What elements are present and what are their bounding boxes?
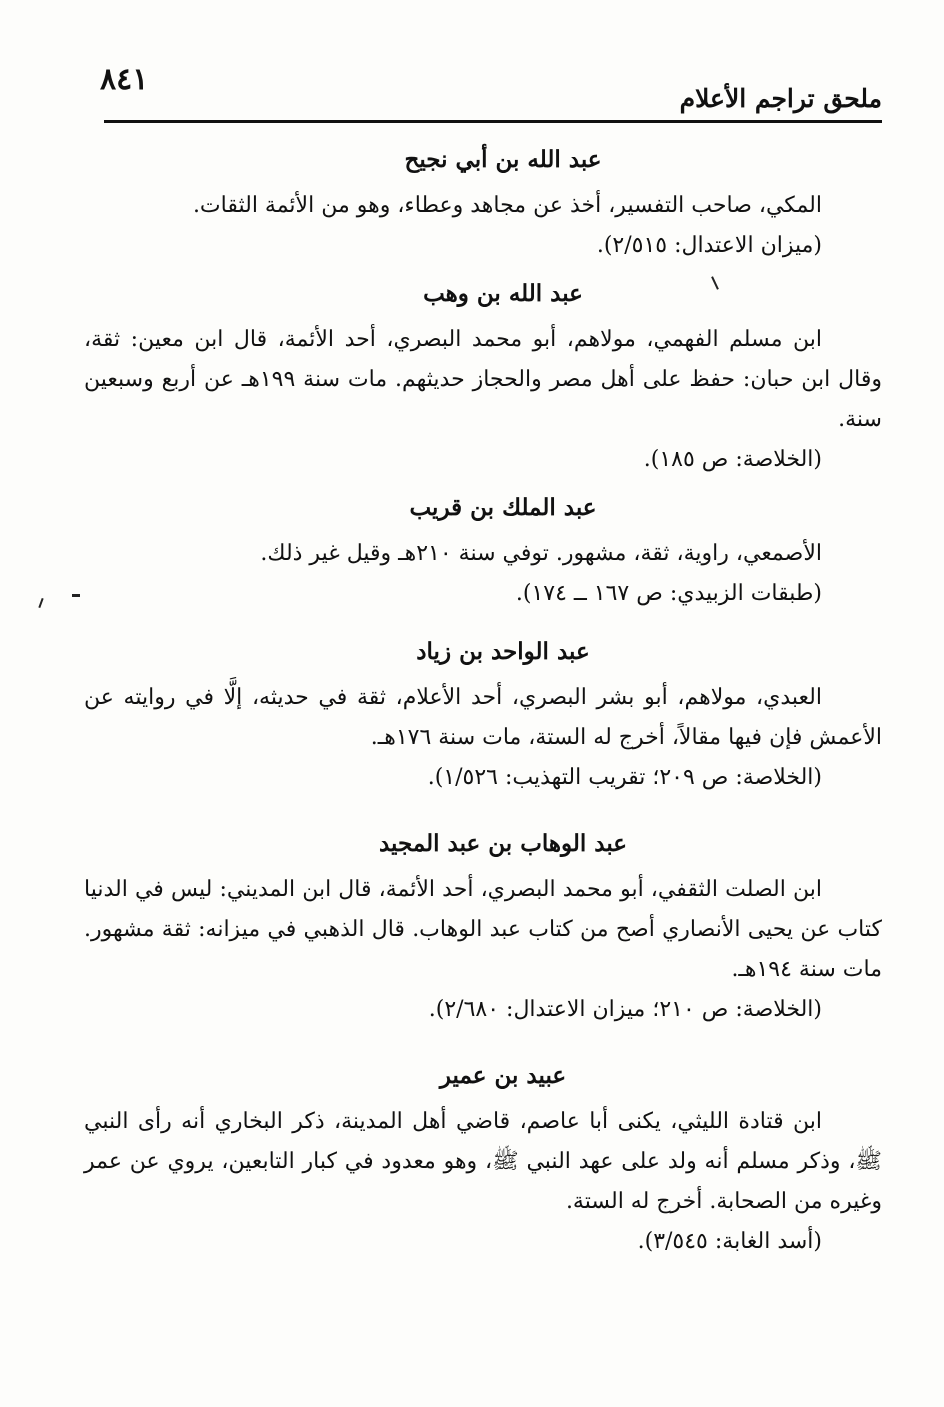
entry-body: ابن قتادة الليثي، يكنى أبا عاصم، قاضي أهل المدينة، ذكر البخاري أنه رأى النبي ﷺ، وذكر مسلم أنه ولد على عهد النبي ﷺ، وهو معدود في كبار التابعين، يروي عن عمر وغيره من الصحابة. أخرج له الستة. [84, 1109, 882, 1214]
entry [84, 634, 882, 798]
entry-body: ابن الصلت الثقفي، أبو محمد البصري، أحد الأئمة، قال ابن المديني: ليس في الدنيا كتاب عن يحيى الأنصاري أصح من كتاب عبد الوهاب. قال الذهبي في ميزانه: ثقة مشهور. مات سنة ١٩٤هـ. [84, 877, 882, 982]
entry [84, 1058, 882, 1262]
entry-body: ابن مسلم الفهمي، مولاهم، أبو محمد البصري، أحد الأئمة، قال ابن معين: ثقة، وقال ابن حبان: حفظ على أهل مصر والحجاز حديثهم. مات سنة ١٩٩هـ عن أربع وسبعين سنة. [84, 327, 882, 432]
entry-body: المكي، صاحب التفسير، أخذ عن مجاهد وعطاء، وهو من الأئمة الثقات. [192, 193, 822, 218]
header-rule [104, 120, 882, 123]
entry-title: عبد الله بن أبي نجيح [404, 146, 602, 173]
entry-title: عبيد بن عمير [439, 1062, 567, 1089]
biography-entries [84, 142, 882, 1262]
entry-reference: (الخلاصة: ص ١٨٥). [643, 447, 822, 472]
entry-reference: (الخلاصة: ص ٢٠٩؛ تقريب التهذيب: ١/٥٢٦). [427, 765, 822, 790]
entry-body: العبدي، مولاهم، أبو بشر البصري، أحد الأعلام، ثقة في حديثه، إلَّا في روايته عن الأعمش فإن فيها مقالاً، أخرج له الستة، مات سنة ١٧٦هـ. [84, 685, 882, 750]
entry-reference: (ميزان الاعتدال: ٢/٥١٥). [596, 233, 822, 258]
entry-title: عبد الملك بن قريب [409, 494, 597, 521]
entry-title: عبد الله بن وهب [423, 280, 583, 307]
running-title: ملحق تراجم الأعلام [679, 84, 882, 113]
page-number: ٨٤١ [100, 62, 149, 97]
entry [84, 142, 882, 266]
scan-speck [72, 594, 80, 597]
entry-reference: (طبقات الزبيدي: ص ١٦٧ ــ ١٧٤). [515, 581, 822, 606]
entry [84, 826, 882, 1030]
scan-speck [38, 598, 43, 608]
entry-body: الأصمعي، راوية، ثقة، مشهور. توفي سنة ٢١٠هـ وقيل غير ذلك. [260, 541, 822, 566]
entry-title: عبد الواحد بن زياد [416, 638, 590, 665]
page-header [100, 62, 882, 122]
entry-reference: (الخلاصة: ص ٢١٠؛ ميزان الاعتدال: ٢/٦٨٠). [428, 997, 822, 1022]
entry [84, 490, 882, 614]
entry-reference: (أسد الغابة: ٣/٥٤٥). [637, 1229, 822, 1254]
entry-title: عبد الوهاب بن عبد المجيد [378, 830, 628, 857]
entry [84, 276, 882, 480]
